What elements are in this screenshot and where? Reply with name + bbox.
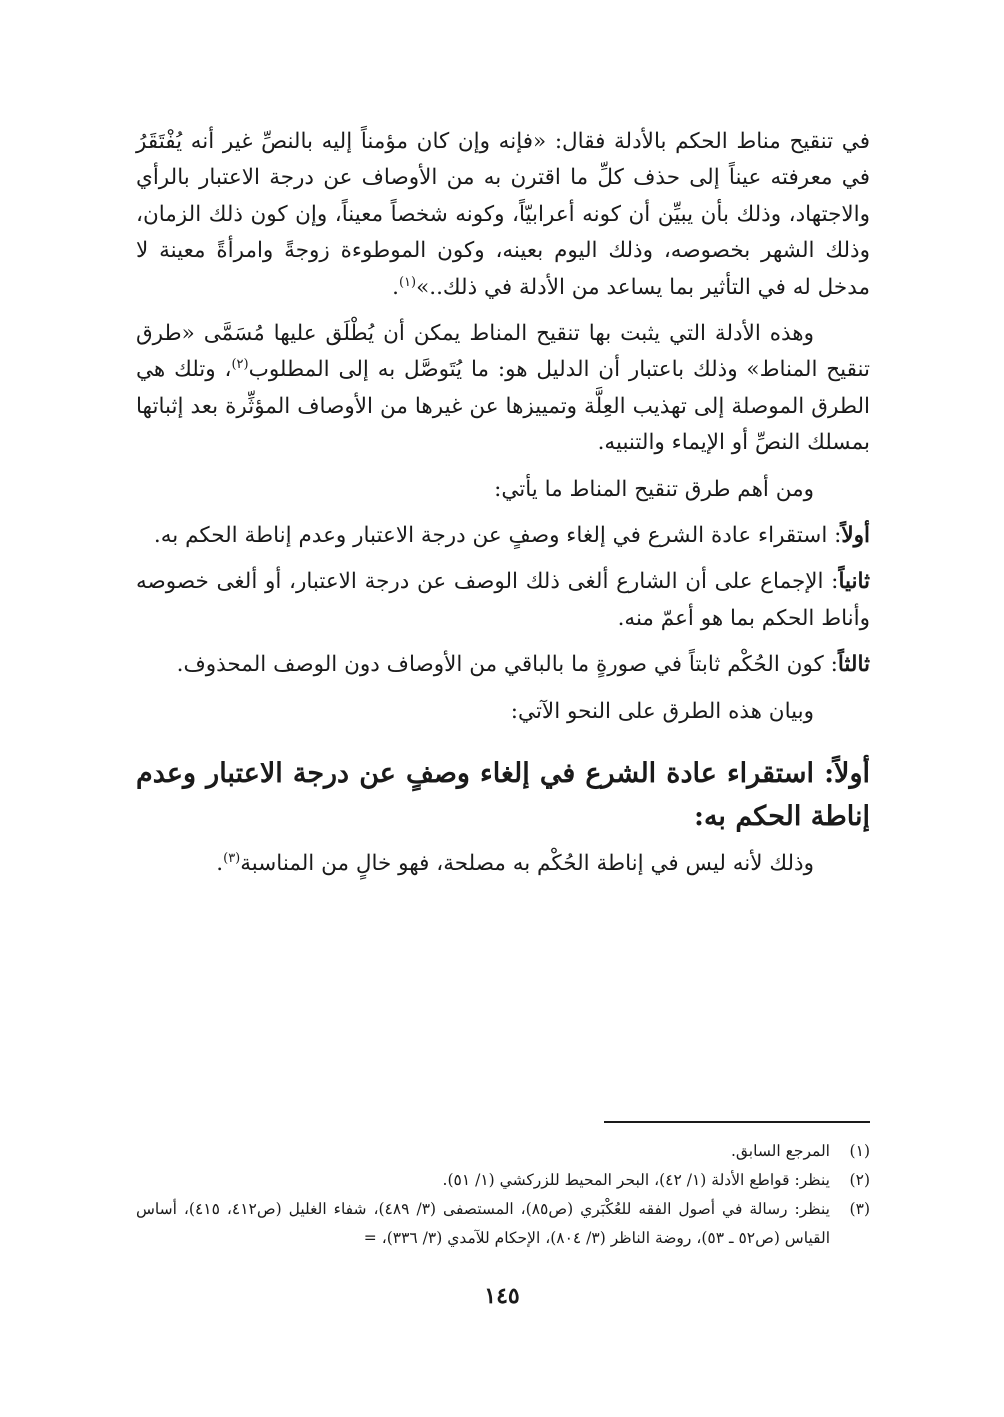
paragraph-2: وهذه الأدلة التي يثبت بها تنقيح المناط يمكن أن يُطْلَق عليها مُسَمَّى «طرق تنقيح المناط» وذلك باعتبار أن الدليل هو: ما يُتَوصَّل به إلى المطلوب$^{(٢)}$، وتلك هي الطرق الموصلة إلى تهذيب العِلَّة وتمييزها عن غيرها من الأوصاف المؤثِّرة بعد إثباتها بمسلك النصِّ أو الإيماء والتنبيه. xyxy=(136,321,870,456)
paragraph-1: في تنقيح مناط الحكم بالأدلة فقال: «فإنه وإن كان مؤمناً إليه بالنصِّ غير أنه يُفْتَقَرُ في معرفته عيناً إلى حذف كلِّ ما اقترن به من الأوصاف عن درجة الاعتبار بالرأي والاجتهاد، وذلك بأن يبيِّن أن كونه أعرابيّاً، وكونه شخصاً معيناً، وإن كون ذلك الزمان، وذلك الشهر بخصوصه، وذلك اليوم بعينه، وكون الموطوءة زوجةً وامرأةً معينة لا مدخل له في التأثير بما يساعد من الأدلة في ذلك..»$^{(١)}$. xyxy=(136,129,870,300)
list-item-2: ثانياً: الإجماع على أن الشارع ألغى ذلك الوصف عن درجة الاعتبار، أو ألغى خصوصه وأناط الحكم بما هو أعمّ منه. xyxy=(136,569,870,631)
list-item-1-lead: أولاً xyxy=(841,523,870,549)
footnote-text: المرجع السابق. xyxy=(730,1142,830,1160)
footnote-text: ينظر: رسالة في أصول الفقه للعُكْبَري (ص٨٥)، المستصفى (٣/ ٤٨٩)، شفاء الغليل (ص٤١٢، ٤١٥)، أساس القياس (ص٥٢ ـ ٥٣)، روضة الناظر (٣/ ٨٠٤)، الإحكام للآمدي (٣/ ٣٣٦)، = xyxy=(136,1200,830,1247)
list-item-1: أولاً: استقراء عادة الشرع في إلغاء وصفٍ عن درجة الاعتبار وعدم إناطة الحكم به. xyxy=(153,523,870,549)
footnote-1 xyxy=(136,1137,870,1166)
footnote-2 xyxy=(136,1166,870,1195)
paragraph-3: ومن أهم طرق تنقيح المناط ما يأتي: xyxy=(494,476,814,502)
footnote-ref-1: (١) xyxy=(398,274,417,290)
page-number: ١٤٥ xyxy=(484,1283,520,1309)
footnote-number: (٢) xyxy=(849,1171,870,1189)
footnote-ref-3: (٣) xyxy=(223,850,241,866)
footnote-number: (١) xyxy=(849,1142,870,1160)
footnote-ref-2: (٢) xyxy=(231,357,249,373)
footnote-divider xyxy=(604,1121,870,1123)
list-item-3: ثالثاً: كون الحُكْم ثابتاً في صورةٍ ما بالباقي من الأوصاف دون الوصف المحذوف. xyxy=(176,652,870,678)
footnote-number: (٣) xyxy=(849,1200,870,1218)
list-item-2-lead: ثانياً xyxy=(838,569,870,595)
footnote-3 xyxy=(136,1195,870,1253)
list-item-3-lead: ثالثاً xyxy=(837,652,870,678)
section-heading: أولاً: استقراء عادة الشرع في إلغاء وصفٍ عن درجة الاعتبار وعدم إناطة الحكم به: xyxy=(136,758,870,833)
footnote-text: ينظر: قواطع الأدلة (١/ ٤٢)، البحر المحيط للزركشي (١/ ٥١). xyxy=(442,1171,830,1189)
paragraph-5: وذلك لأنه ليس في إناطة الحُكْم به مصلحة، فهو خالٍ من المناسبة$^{(٣)}$. xyxy=(216,850,814,877)
footnotes xyxy=(136,1137,870,1253)
main-text xyxy=(136,124,870,893)
paragraph-4: وبيان هذه الطرق على النحو الآتي: xyxy=(510,698,814,724)
